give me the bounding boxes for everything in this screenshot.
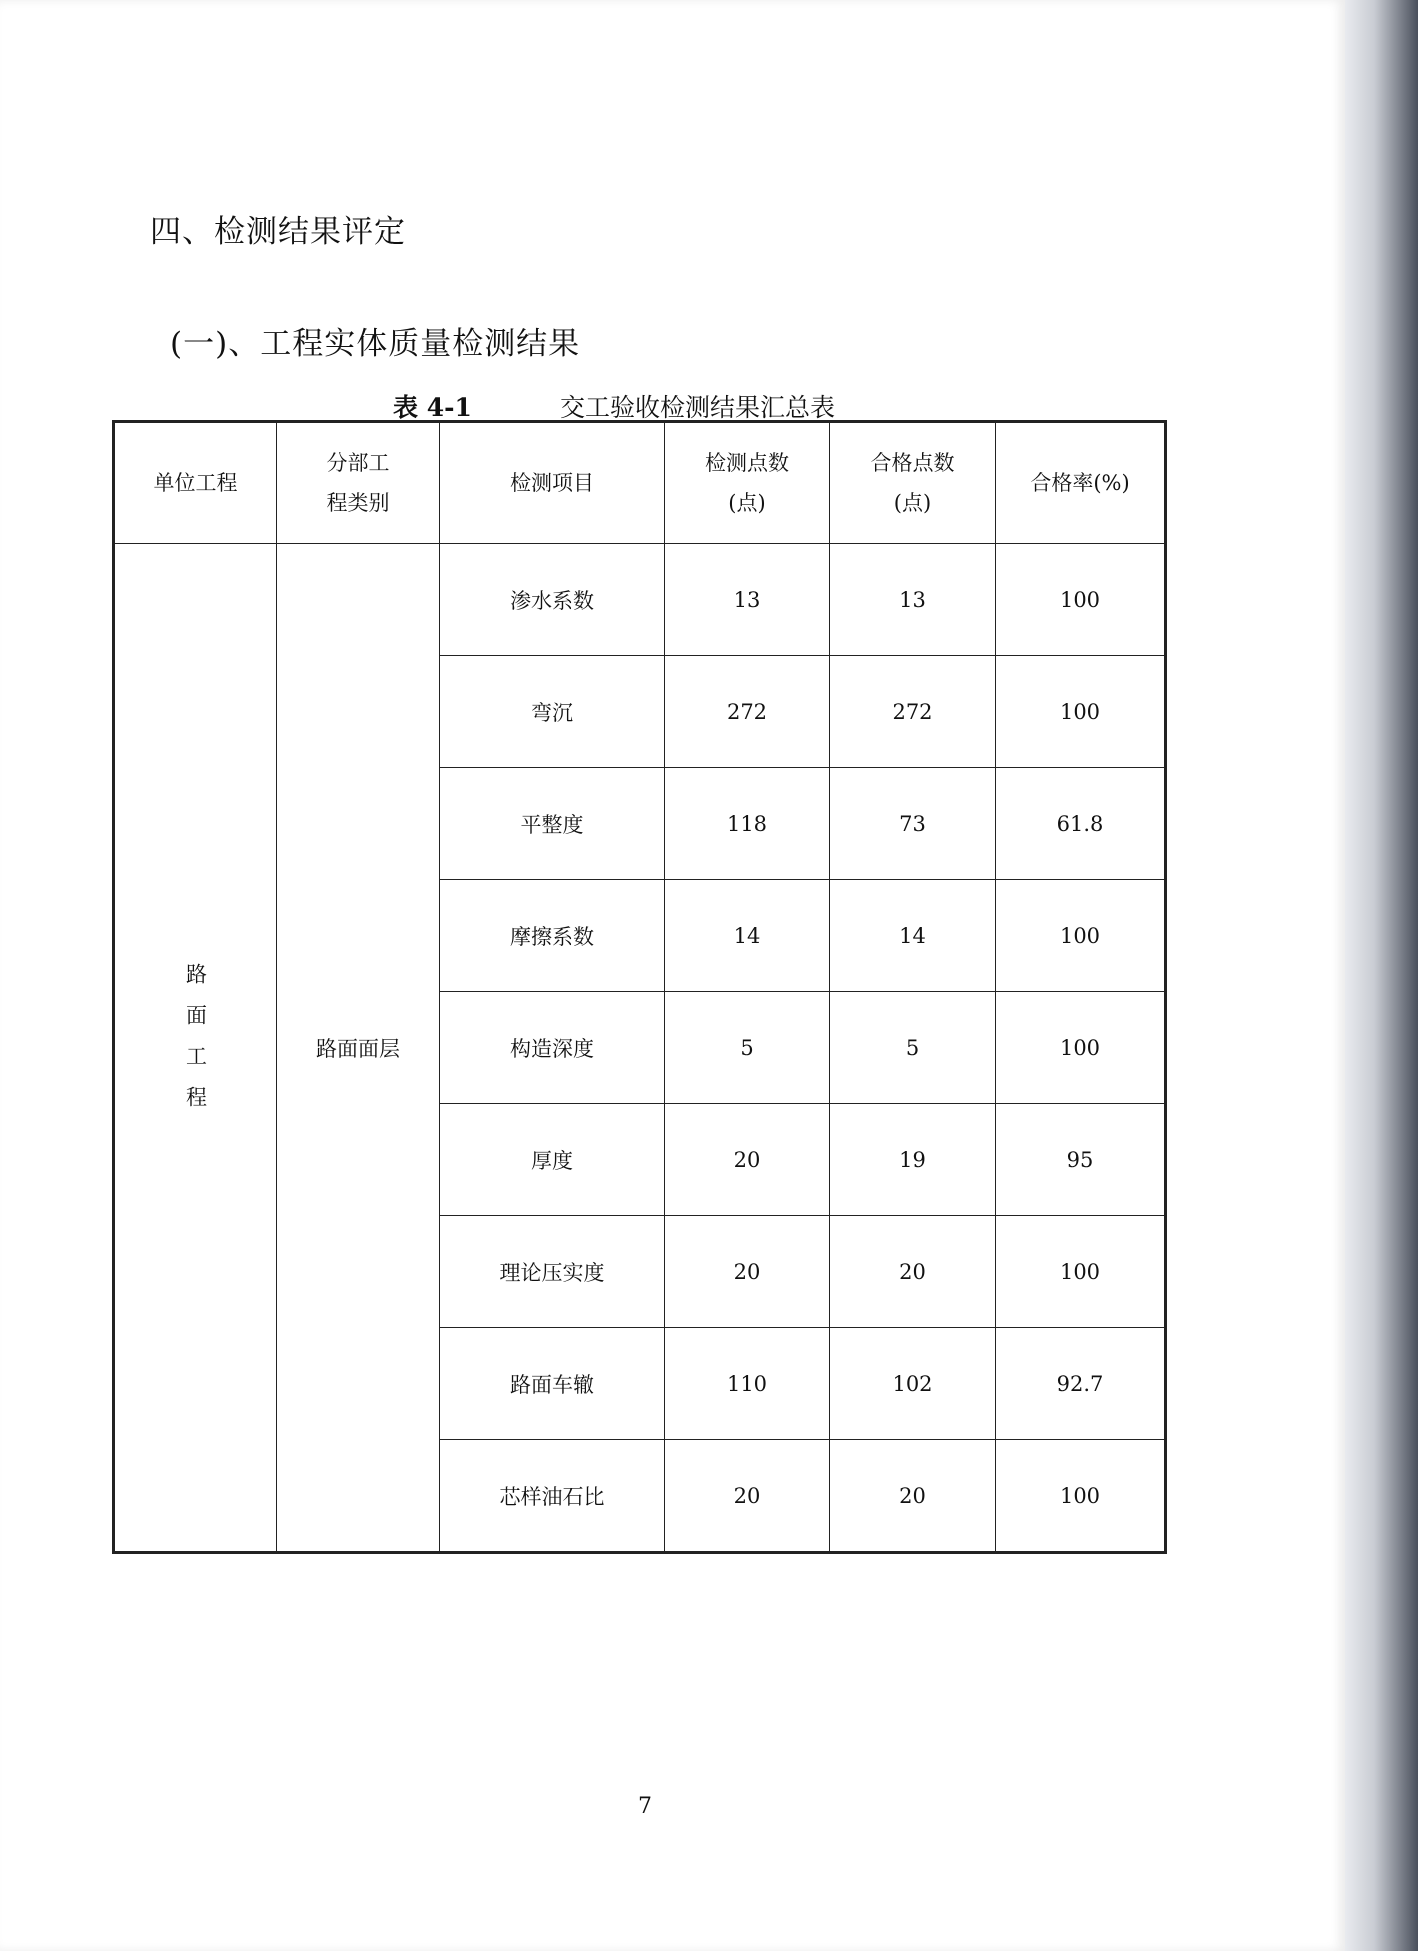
- unit-project-label: 路面工程: [183, 963, 208, 1127]
- header-division-line1: 分部工: [326, 451, 390, 475]
- table-number: 表 4-1: [393, 393, 472, 422]
- header-test-points: [665, 422, 830, 544]
- passed-cell: 13: [830, 544, 996, 656]
- header-pass-points-line2: (点): [893, 491, 932, 515]
- header-test-points-line1: 检测点数: [705, 451, 789, 475]
- rate-cell: 95: [996, 1104, 1166, 1216]
- tested-cell: 13: [665, 544, 830, 656]
- results-table: [112, 420, 1167, 1554]
- header-unit: 单位工程: [114, 422, 277, 544]
- tested-cell: 5: [665, 992, 830, 1104]
- item-cell: 构造深度: [440, 992, 665, 1104]
- rate-cell: 92.7: [996, 1328, 1166, 1440]
- tested-cell: 14: [665, 880, 830, 992]
- header-division: [277, 422, 440, 544]
- passed-cell: 73: [830, 768, 996, 880]
- division-cell: 路面面层: [277, 544, 440, 1553]
- tested-cell: 20: [665, 1216, 830, 1328]
- passed-cell: 20: [830, 1440, 996, 1553]
- rate-cell: 100: [996, 992, 1166, 1104]
- item-cell: 平整度: [440, 768, 665, 880]
- table-row: [114, 544, 1166, 656]
- rate-cell: 100: [996, 1440, 1166, 1553]
- item-cell: 芯样油石比: [440, 1440, 665, 1553]
- tested-cell: 20: [665, 1440, 830, 1553]
- passed-cell: 14: [830, 880, 996, 992]
- header-pass-points: [830, 422, 996, 544]
- rate-cell: 100: [996, 544, 1166, 656]
- header-test-points-line2: (点): [728, 491, 766, 515]
- item-cell: 理论压实度: [440, 1216, 665, 1328]
- header-pass-points-line1: 合格点数: [870, 451, 955, 475]
- header-item: 检测项目: [440, 422, 665, 544]
- item-cell: 渗水系数: [440, 544, 665, 656]
- page-edge: [1345, 0, 1418, 1951]
- header-division-line2: 程类别: [326, 491, 390, 515]
- item-cell: 路面车辙: [440, 1328, 665, 1440]
- subsection-title: (一)、工程实体质量检测结果: [170, 326, 581, 362]
- tested-cell: 118: [665, 768, 830, 880]
- tested-cell: 272: [665, 656, 830, 768]
- page-number: 7: [638, 1794, 652, 1819]
- item-cell: 厚度: [440, 1104, 665, 1216]
- passed-cell: 272: [830, 656, 996, 768]
- rate-cell: 61.8: [996, 768, 1166, 880]
- section-title: 四、检测结果评定: [150, 214, 406, 250]
- item-cell: 弯沉: [440, 656, 665, 768]
- passed-cell: 5: [830, 992, 996, 1104]
- rate-cell: 100: [996, 1216, 1166, 1328]
- table-title: 交工验收检测结果汇总表: [560, 393, 836, 422]
- unit-project-cell: [114, 544, 277, 1553]
- table-header-row: [114, 422, 1166, 544]
- passed-cell: 102: [830, 1328, 996, 1440]
- passed-cell: 20: [830, 1216, 996, 1328]
- rate-cell: 100: [996, 880, 1166, 992]
- item-cell: 摩擦系数: [440, 880, 665, 992]
- tested-cell: 110: [665, 1328, 830, 1440]
- rate-cell: 100: [996, 656, 1166, 768]
- tested-cell: 20: [665, 1104, 830, 1216]
- header-pass-rate: 合格率(%): [996, 422, 1166, 544]
- passed-cell: 19: [830, 1104, 996, 1216]
